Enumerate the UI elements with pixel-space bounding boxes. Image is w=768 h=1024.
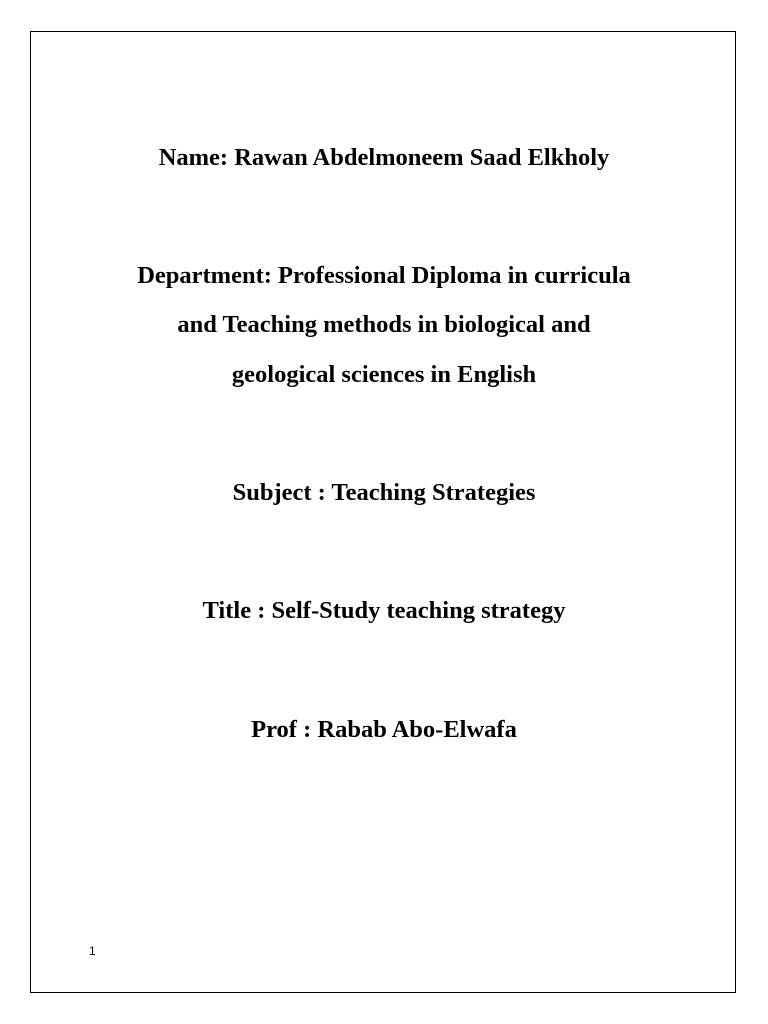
department-line-1: Department: Professional Diploma in curricula (137, 262, 631, 289)
department-line-2: and Teaching methods in biological and (177, 311, 591, 338)
subject: Subject : Teaching Strategies (232, 479, 536, 506)
page-number: 1 (89, 944, 96, 958)
student-name: Name: Rawan Abdelmoneem Saad Elkholy (158, 144, 610, 171)
page-border (30, 31, 736, 993)
title: Title : Self-Study teaching strategy (202, 597, 566, 624)
department-line-3: geological sciences in English (231, 361, 537, 388)
professor: Prof : Rabab Abo-Elwafa (251, 716, 517, 743)
